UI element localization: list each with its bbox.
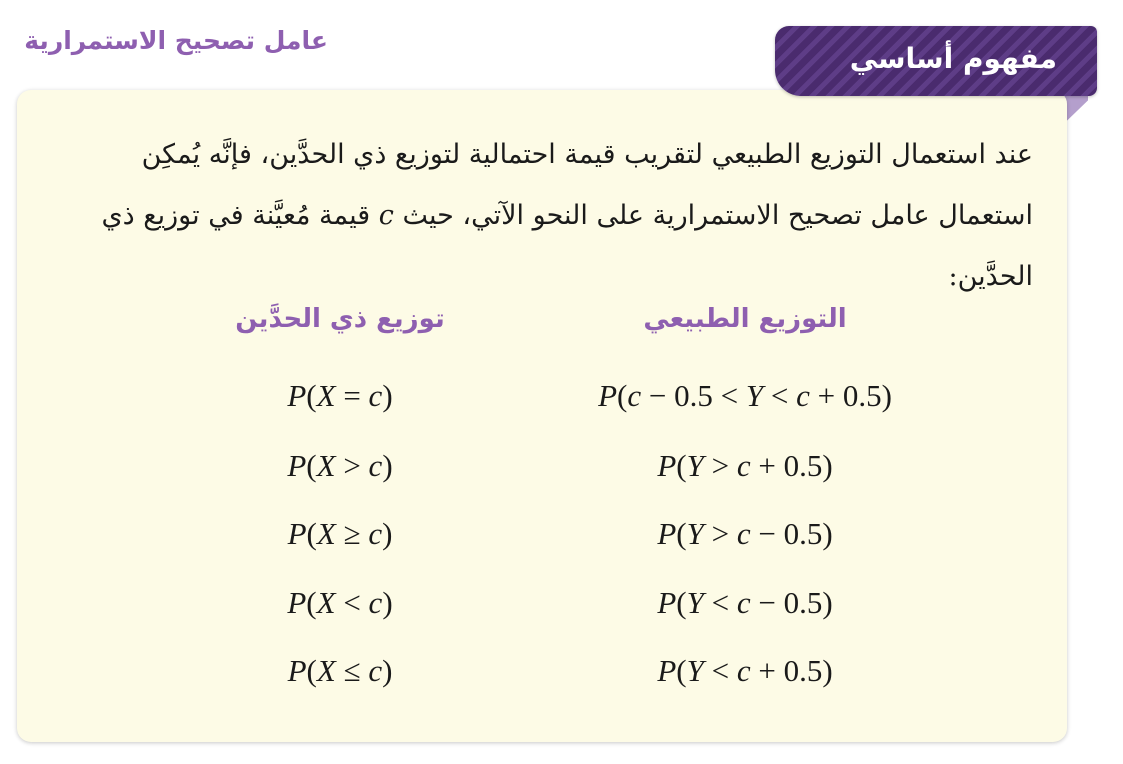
binomial-expression: P(X = c) bbox=[287, 378, 393, 413]
binomial-expression: P(X ≤ c) bbox=[287, 653, 393, 688]
concept-tag-label: مفهوم أساسي bbox=[849, 42, 1057, 75]
normal-expression: P(Y < c + 0.5) bbox=[657, 653, 833, 688]
binomial-expression: P(X < c) bbox=[287, 585, 393, 620]
section-title: عامل تصحيح الاستمرارية bbox=[24, 26, 328, 55]
intro-line-3: الحدَّين: bbox=[948, 261, 1033, 292]
intro-line-2-end: قيمة مُعيَّنة في توزيع ذي bbox=[101, 200, 379, 231]
concept-tag bbox=[775, 26, 1097, 96]
intro-line-1: عند استعمال التوزيع الطبيعي لتقريب قيمة احتمالية لتوزيع ذي الحدَّين، فإنَّه يُمكِن bbox=[141, 139, 1033, 170]
binomial-expression: P(X ≥ c) bbox=[287, 516, 393, 551]
intro-paragraph bbox=[43, 124, 1033, 307]
intro-line-2-start: استعمال عامل تصحيح الاستمرارية على النحو الآتي، حيث bbox=[393, 200, 1033, 231]
binomial-expression: P(X > c) bbox=[287, 448, 393, 483]
normal-expression: P(Y > c + 0.5) bbox=[657, 448, 833, 483]
header-binomial-distribution: توزيع ذي الحدَّين bbox=[235, 304, 445, 334]
normal-expression: P(Y > c − 0.5) bbox=[657, 516, 833, 551]
normal-expression: P(Y < c − 0.5) bbox=[657, 585, 833, 620]
header-normal-distribution: التوزيع الطبيعي bbox=[643, 304, 847, 334]
intro-line-2 bbox=[43, 185, 1033, 246]
normal-expression: P(c − 0.5 < Y < c + 0.5) bbox=[598, 378, 892, 413]
variable-c: c bbox=[378, 200, 394, 231]
